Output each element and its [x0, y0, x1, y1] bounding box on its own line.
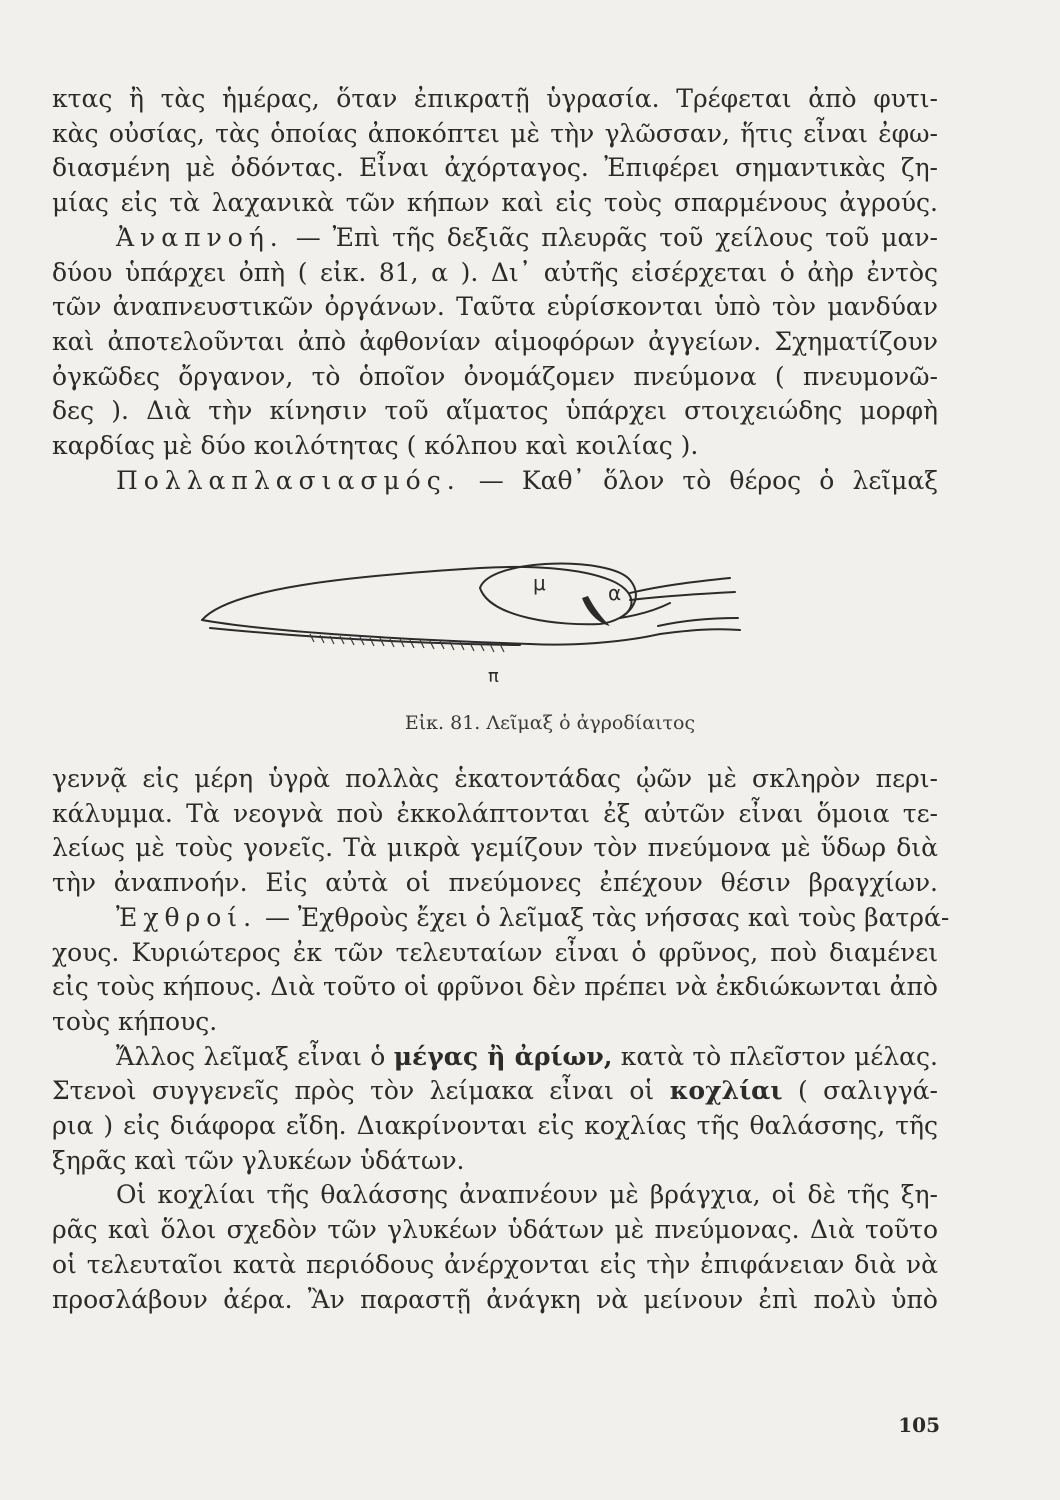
text-line: τοὺς κήπους.	[52, 1006, 218, 1036]
text-line: οἱ τελευταῖοι κατὰ περιόδους ἀνέρχονται εἰς τὴν ἐπιφάνειαν διὰ νὰ	[52, 1249, 938, 1279]
bold-term-arion: μέγας ἢ ἀρίων,	[393, 1041, 613, 1071]
text-line: καὶ ἀποτελοῦνται ἀπὸ ἀφθονίαν αἱμοφόρων ἀγγείων. Σχηματίζουν	[52, 326, 938, 356]
lower-tentacle	[660, 629, 740, 634]
figure-label-pi: π	[488, 666, 499, 687]
slug-body-outline	[202, 567, 631, 620]
figure-label-alpha: α	[608, 581, 622, 605]
text-line	[52, 1040, 938, 1075]
section-heading-enemies: Ἐχθροί.	[116, 902, 258, 932]
text-line: προσλάβουν ἀέρα. Ἂν παραστῇ ἀνάγκη νὰ μείνουν ἐπὶ πολὺ ὑπὸ	[52, 1284, 938, 1314]
text-line: κὰς οὐσίας, τὰς ὁποίας ἀποκόπτει μὲ τὴν γλῶσσαν, ἥτις εἶναι ἐφω-	[52, 118, 938, 148]
text-block-top	[52, 82, 938, 498]
text-line: τῶν ἀναπνευστικῶν ὀργάνων. Ταῦτα εὑρίσκονται ὑπὸ τὸν μανδύαν	[52, 292, 938, 322]
text-line: τὴν ἀναπνοήν. Εἰς αὐτὰ οἱ πνεύμονες ἐπέχουν θέσιν βραγχίων.	[52, 868, 938, 898]
text-fragment: ( σαλιγγά-	[782, 1076, 938, 1106]
text-line	[52, 901, 950, 936]
section-heading-respiration: Ἀναπνοή.	[116, 222, 284, 252]
slug-figure	[190, 548, 760, 708]
text-line: ρᾶς καὶ ὅλοι σχεδὸν τῶν γλυκέων ὑδάτων μὲ πνεύμονας. Διὰ τοῦτο	[52, 1215, 938, 1245]
text-line: δύου ὑπάρχει ὀπὴ ( εἰκ. 81, α ). Δι᾽ αὐτῆς εἰσέρχεται ὁ ἀὴρ ἐντὸς	[52, 257, 938, 287]
text-line: Οἱ κοχλίαι τῆς θαλάσσης ἀναπνέουν μὲ βράγχια, οἱ δὲ τῆς ξη-	[116, 1180, 938, 1210]
page-number: 105	[898, 1413, 940, 1437]
text-line: χους. Κυριώτερος ἐκ τῶν τελευταίων εἶναι ὁ φρῦνος, ποὺ διαμένει	[52, 937, 938, 967]
text-fragment: Ἄλλος λεῖμαξ εἶναι ὁ	[116, 1041, 394, 1071]
figure-caption: Εἰκ. 81. Λεῖμαξ ὁ ἀγροδίαιτος	[404, 712, 696, 734]
respiratory-pore	[582, 596, 610, 626]
text-line	[52, 221, 938, 256]
upper-tentacle	[630, 592, 735, 600]
text-fragment: κατὰ τὸ πλεῖστον μέλας.	[612, 1041, 938, 1071]
text-line: ὀγκῶδες ὄργανον, τὸ ὁποῖον ὀνομάζομεν πνεύμονα ( πνευμονῶ-	[52, 361, 938, 391]
text-line: καρδίας μὲ δύο κοιλότητας ( κόλπου καὶ κοιλίας ).	[52, 431, 699, 461]
text-fragment: — Ἐχθροὺς ἔχει ὁ λεῖμαξ τὰς νήσσας καὶ τοὺς βατρά-	[257, 902, 950, 932]
lower-tentacle	[658, 618, 738, 626]
bold-term-snails: κοχλίαι	[669, 1076, 783, 1106]
figure-label-mu: μ	[533, 571, 546, 595]
text-line: δες ). Διὰ τὴν κίνησιν τοῦ αἵματος ὑπάρχει στοιχειώδης μορφὴ	[52, 396, 938, 426]
slug-head	[620, 603, 670, 618]
foot-hatching	[310, 634, 504, 652]
text-line: ρια ) εἰς διάφορα εἴδη. Διακρίνονται εἰς κοχλίας τῆς θαλάσσης, τῆς	[52, 1111, 938, 1141]
text-line: μίας εἰς τὰ λαχανικὰ τῶν κήπων καὶ εἰς τοὺς σπαρμένους ἀγρούς.	[52, 188, 938, 218]
section-heading-reproduction: Πολλαπλασιασμός.	[116, 465, 461, 495]
text-line: διασμένη μὲ ὀδόντας. Εἶναι ἀχόρταγος. Ἐπιφέρει σημαντικὰς ζη-	[52, 153, 938, 183]
text-fragment: — Ἐπὶ τῆς δεξιᾶς πλευρᾶς τοῦ χείλους τοῦ μαν-	[283, 222, 938, 252]
text-line	[52, 1074, 938, 1109]
text-line: γεννᾷ εἰς μέρη ὑγρὰ πολλὰς ἑκατοντάδας ᾠῶν μὲ σκληρὸν περι-	[52, 764, 938, 793]
text-line: λείως μὲ τοὺς γονεῖς. Τὰ μικρὰ γεμίζουν τὸν πνεύμονα μὲ ὕδωρ διὰ	[52, 833, 938, 863]
text-line	[52, 464, 938, 499]
text-line: κάλυμμα. Τὰ νεογνὰ ποὺ ἐκκολάπτονται ἐξ αὐτῶν εἶναι ὅμοια τε-	[52, 798, 938, 828]
text-fragment: — Καθ᾽ ὅλον τὸ θέρος ὁ λεῖμαξ	[460, 465, 938, 495]
text-line: κτας ἢ τὰς ἡμέρας, ὅταν ἐπικρατῇ ὑγρασία. Τρέφεται ἀπὸ φυτι-	[52, 84, 938, 113]
upper-tentacle	[630, 578, 730, 593]
text-fragment: Στενοὶ συγγενεῖς πρὸς τὸν λείμακα εἶναι οἱ	[52, 1076, 670, 1106]
text-line: εἰς τοὺς κήπους. Διὰ τοῦτο οἱ φρῦνοι δὲν πρέπει νὰ ἐκδιώκωνται ἀπὸ	[52, 972, 938, 1002]
text-block-bottom	[52, 762, 950, 1317]
text-line: ξηρᾶς καὶ τῶν γλυκέων ὑδάτων.	[52, 1145, 465, 1175]
